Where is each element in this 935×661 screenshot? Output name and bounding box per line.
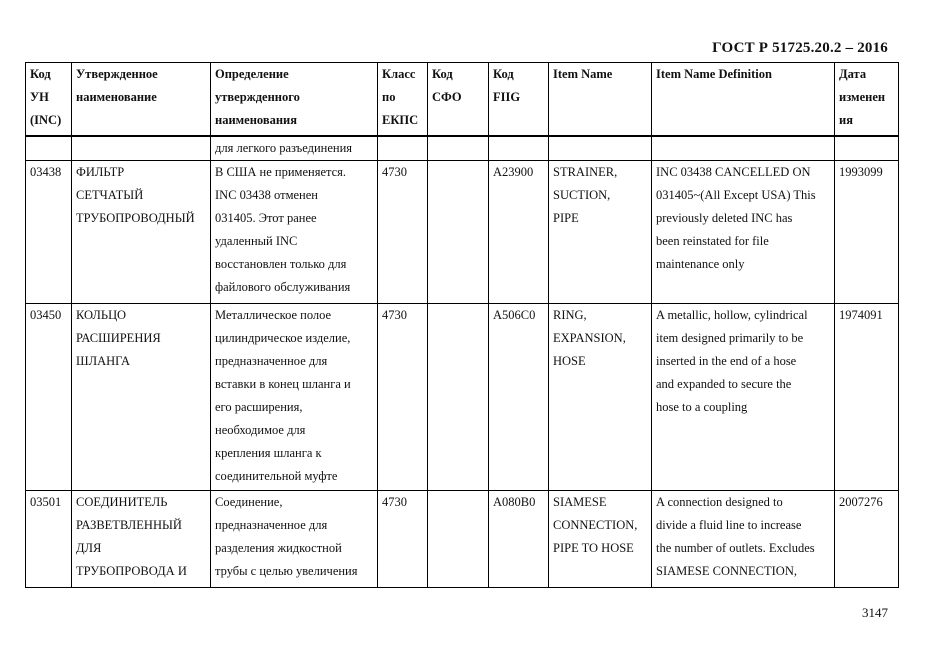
table-row	[26, 490, 899, 587]
cell-line: СЕТЧАТЫЙ	[76, 187, 144, 202]
header-date	[835, 63, 899, 136]
cell-line: been reinstated for file	[656, 233, 769, 248]
cell-line: по	[382, 90, 396, 104]
cell-line: предназначенное для	[215, 517, 328, 532]
cell-definition	[211, 490, 378, 587]
cell-line: Код	[432, 67, 453, 81]
cell-line: ШЛАНГА	[76, 353, 131, 368]
cell-line: PIPE TO HOSE	[553, 540, 634, 555]
cell-line: ДЛЯ	[76, 540, 102, 555]
cell-item-name-definition	[652, 160, 835, 303]
table-row	[26, 160, 899, 303]
continuation-row	[26, 136, 899, 161]
cell-line: необходимое для	[215, 422, 306, 437]
cell-line: item designed primarily to be	[656, 330, 804, 345]
cell-line: ЕКПС	[382, 113, 419, 127]
cell-item-name	[549, 490, 652, 587]
cell-date: 1974091	[835, 303, 899, 490]
cell-line: изменен	[839, 90, 886, 104]
cell-item-name	[549, 303, 652, 490]
cell-line: Item Name	[553, 67, 613, 81]
cell-line: divide a fluid line to increase	[656, 517, 802, 532]
cell-line: Металлическое полое	[215, 307, 332, 322]
cell-line: трубы с целью увеличения	[215, 563, 358, 578]
cell-line: CONNECTION,	[553, 517, 638, 532]
document-title: ГОСТ Р 51725.20.2 – 2016	[712, 40, 888, 56]
header-definition	[211, 63, 378, 136]
cell-line: ия	[839, 113, 853, 127]
cell-line: FIIG	[493, 90, 521, 104]
cell-line: ТРУБОПРОВОДНЫЙ	[76, 210, 195, 225]
cell-line: ТРУБОПРОВОДА И	[76, 563, 187, 578]
cell-class: 4730	[378, 303, 428, 490]
cell-line: the number of outlets. Excludes	[656, 540, 815, 555]
table-row	[26, 303, 899, 490]
cell-line: СФО	[432, 90, 462, 104]
cell-item-name-definition	[652, 490, 835, 587]
cell-line: Определение	[215, 67, 289, 81]
cell-line: крепления шланга к	[215, 445, 322, 460]
continuation-text: для легкого разъединения	[211, 136, 378, 161]
cell-fiig: A080B0	[489, 490, 549, 587]
cell-line: hose to a coupling	[656, 399, 748, 414]
cell-inc: 03450	[26, 303, 72, 490]
cell-class: 4730	[378, 160, 428, 303]
cell-line: and expanded to secure the	[656, 376, 792, 391]
cell-class: 4730	[378, 490, 428, 587]
cell-definition	[211, 160, 378, 303]
cell-line: A connection designed to	[656, 494, 783, 509]
catalog-table	[25, 62, 899, 588]
cell-line: восстановлен только для	[215, 256, 347, 271]
cell-line: PIPE	[553, 210, 579, 225]
header-sfo	[428, 63, 489, 136]
cell-line: STRAINER,	[553, 164, 618, 179]
cell-line: разделения жидкостной	[215, 540, 342, 555]
cell-definition	[211, 303, 378, 490]
cell-fiig: A23900	[489, 160, 549, 303]
cell-line: A metallic, hollow, cylindrical	[656, 307, 808, 322]
cell-line: РАЗВЕТВЛЕННЫЙ	[76, 517, 182, 532]
cell-line: INC 03438 CANCELLED ON	[656, 164, 811, 179]
cell-line: previously deleted INC has	[656, 210, 793, 225]
cell-line: цилиндрическое изделие,	[215, 330, 351, 345]
header-inc	[26, 63, 72, 136]
header-approved-name	[72, 63, 211, 136]
cell-line: Код	[30, 67, 51, 81]
cell-line: СОЕДИНИТЕЛЬ	[76, 494, 168, 509]
cell-line: файлового обслуживания	[215, 279, 351, 294]
cell-date: 2007276	[835, 490, 899, 587]
cell-line: вставки в конец шланга и	[215, 376, 351, 391]
cell-line: inserted in the end of a hose	[656, 353, 797, 368]
cell-sfo	[428, 490, 489, 587]
header-fiig	[489, 63, 549, 136]
cell-line: удаленный INC	[215, 233, 298, 248]
cell-line: Класс	[382, 67, 416, 81]
cell-approved-name	[72, 490, 211, 587]
cell-line: EXPANSION,	[553, 330, 626, 345]
header-item-name-definition	[652, 63, 835, 136]
cell-line: УН	[30, 90, 49, 104]
cell-item-name	[549, 160, 652, 303]
cell-line: (INC)	[30, 113, 62, 127]
cell-line: Код	[493, 67, 514, 81]
cell-approved-name	[72, 303, 211, 490]
cell-sfo	[428, 160, 489, 303]
cell-line: HOSE	[553, 353, 586, 368]
table-header-row	[26, 63, 899, 136]
cell-line: SUCTION,	[553, 187, 611, 202]
cell-inc: 03501	[26, 490, 72, 587]
header-class	[378, 63, 428, 136]
cell-line: RING,	[553, 307, 587, 322]
cell-sfo	[428, 303, 489, 490]
cell-line: РАСШИРЕНИЯ	[76, 330, 161, 345]
cell-line: КОЛЬЦО	[76, 307, 126, 322]
cell-line: Соединение,	[215, 494, 283, 509]
page-number: 3147	[862, 605, 888, 620]
cell-fiig: A506C0	[489, 303, 549, 490]
cell-line: maintenance only	[656, 256, 745, 271]
header-item-name	[549, 63, 652, 136]
cell-line: наименование	[76, 90, 157, 104]
cell-item-name-definition	[652, 303, 835, 490]
cell-line: предназначенное для	[215, 353, 328, 368]
cell-line: утвержденного	[215, 90, 300, 104]
cell-date: 1993099	[835, 160, 899, 303]
cell-line: 031405. Этот ранее	[215, 210, 317, 225]
cell-line: ФИЛЬТР	[76, 164, 125, 179]
cell-line: 031405~(All Except USA) This	[656, 187, 816, 202]
cell-line: В США не применяется.	[215, 164, 347, 179]
cell-line: соединительной муфте	[215, 468, 338, 483]
cell-line: SIAMESE	[553, 494, 607, 509]
cell-line: Утвержденное	[76, 67, 158, 81]
cell-line: Item Name Definition	[656, 67, 772, 81]
cell-line: его расширения,	[215, 399, 303, 414]
cell-line: INC 03438 отменен	[215, 187, 318, 202]
cell-inc: 03438	[26, 160, 72, 303]
cell-line: Дата	[839, 67, 867, 81]
cell-line: SIAMESE CONNECTION,	[656, 563, 797, 578]
cell-approved-name	[72, 160, 211, 303]
cell-line: наименования	[215, 113, 298, 127]
